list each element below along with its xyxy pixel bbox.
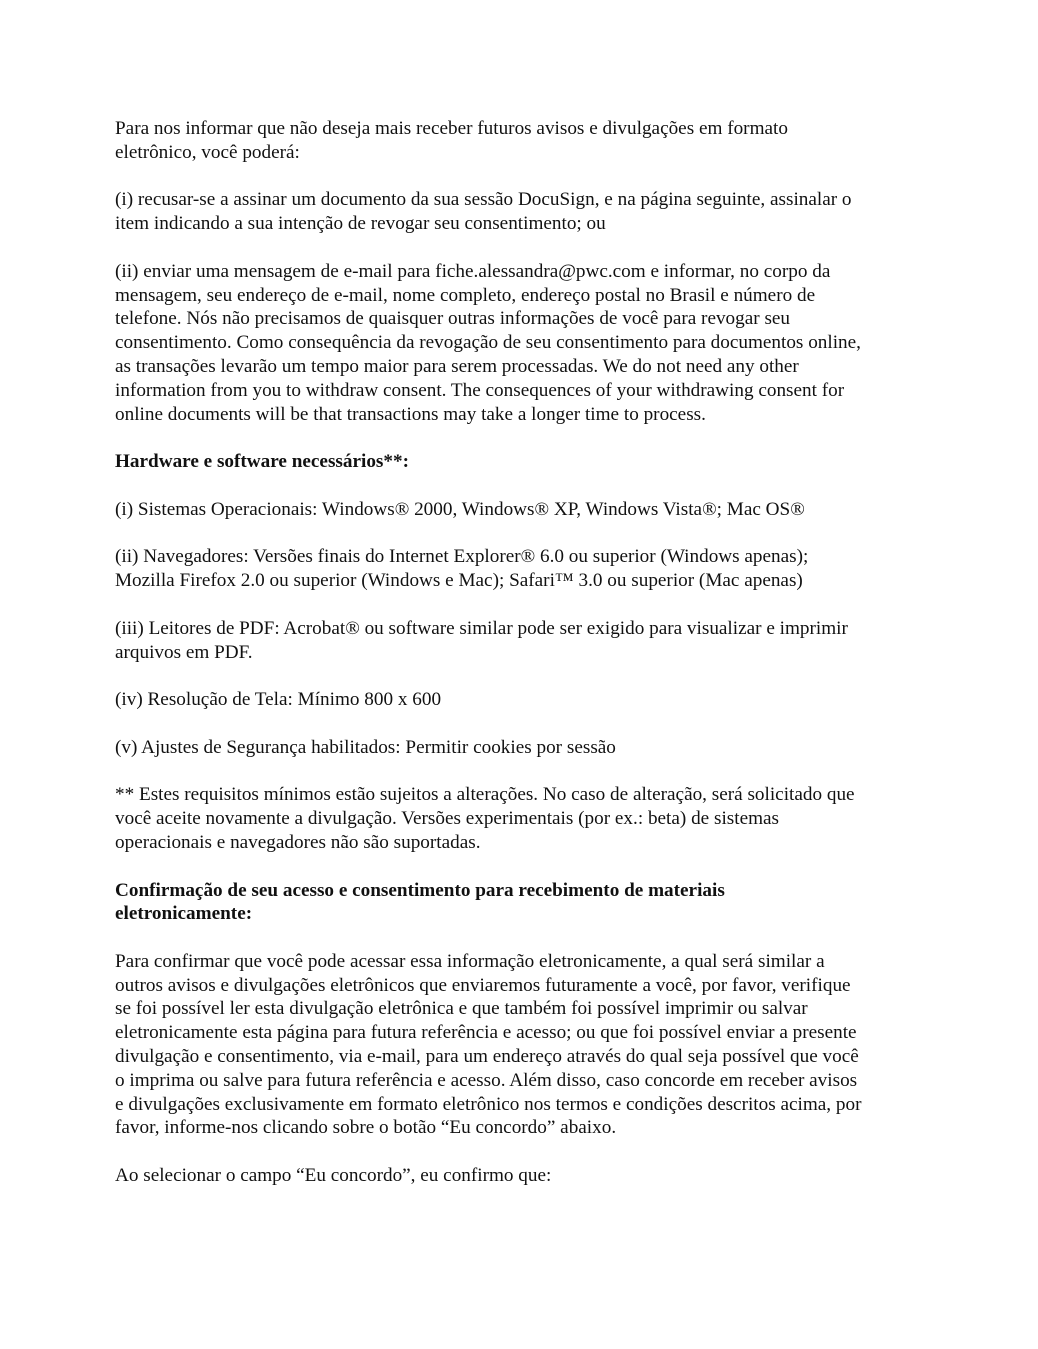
requirement-browsers: (ii) Navegadores: Versões finais do Internet Explorer® 6.0 ou superior (Windows apenas); Mozilla Firefox 2.0 ou superior (Windows e Mac); Safari™ 3.0 ou superior (Mac apenas) xyxy=(115,546,809,592)
paragraph-withdraw-intro: Para nos informar que não deseja mais receber futuros avisos e divulgações em formato eletrônico, você poderá: xyxy=(115,118,788,163)
paragraph-option-refuse-sign: (i) recusar-se a assinar um documento da sua sessão DocuSign, e na página seguinte, assinalar o item indicando a sua intenção de revogar seu consentimento; ou xyxy=(115,189,852,235)
heading-access-confirmation: Confirmação de seu acesso e consentimento para recebimento de materiais eletronicamente: xyxy=(115,879,725,925)
document-body xyxy=(115,117,925,1212)
heading-hardware-software: Hardware e software necessários**: xyxy=(115,451,409,473)
requirement-security-settings: (v) Ajustes de Segurança habilitados: Permitir cookies por sessão xyxy=(115,736,616,758)
paragraph-option-email: (ii) enviar uma mensagem de e-mail para fiche.alessandra@pwc.com e informar, no corpo da mensagem, seu endereço de e-mail, nome completo, endereço postal no Brasil e número de telefone. Nós não precisamos de quaisquer outras informações de você para revogar seu consentimento. Como consequência da revogação de seu consentimento para documentos online, as transações levarão um tempo maior para serem processadas. We do not need any other information from you to withdraw consent. The consequences of your withdrawing consent for online documents will be that transactions may take a longer time to process. xyxy=(115,260,861,425)
paragraph-confirmation-instructions: Para confirmar que você pode acessar essa informação eletronicamente, a qual será similar a outros avisos e divulgações eletrônicos que enviaremos futuramente a você, por favor, verifique se foi possível ler esta divulgação eletrônica e que também foi possível imprimir ou salvar eletronicamente esta página para futura referência e acesso; ou que foi possível enviar a presente divulgação e consentimento, via e-mail, para um endereço através do qual seja possível que você o imprima ou salve para futura referência e acesso. Além disso, caso concorde em receber avisos e divulgações exclusivamente em formato eletrônico nos termos e condições descritos acima, por favor, informe-nos clicando sobre o botão “Eu concordo” abaixo. xyxy=(115,950,862,1139)
requirement-pdf-readers: (iii) Leitores de PDF: Acrobat® ou software similar pode ser exigido para visualizar e imprimir arquivos em PDF. xyxy=(115,617,848,663)
requirement-operating-systems: (i) Sistemas Operacionais: Windows® 2000, Windows® XP, Windows Vista®; Mac OS® xyxy=(115,498,805,520)
paragraph-agree-statement: Ao selecionar o campo “Eu concordo”, eu confirmo que: xyxy=(115,1165,552,1187)
requirements-footnote: ** Estes requisitos mínimos estão sujeitos a alterações. No caso de alteração, será solicitado que você aceite novamente a divulgação. Versões experimentais (por ex.: beta) de sistemas operacionais e navegadores não são suportadas. xyxy=(115,784,855,853)
requirement-screen-resolution: (iv) Resolução de Tela: Mínimo 800 x 600 xyxy=(115,689,442,711)
